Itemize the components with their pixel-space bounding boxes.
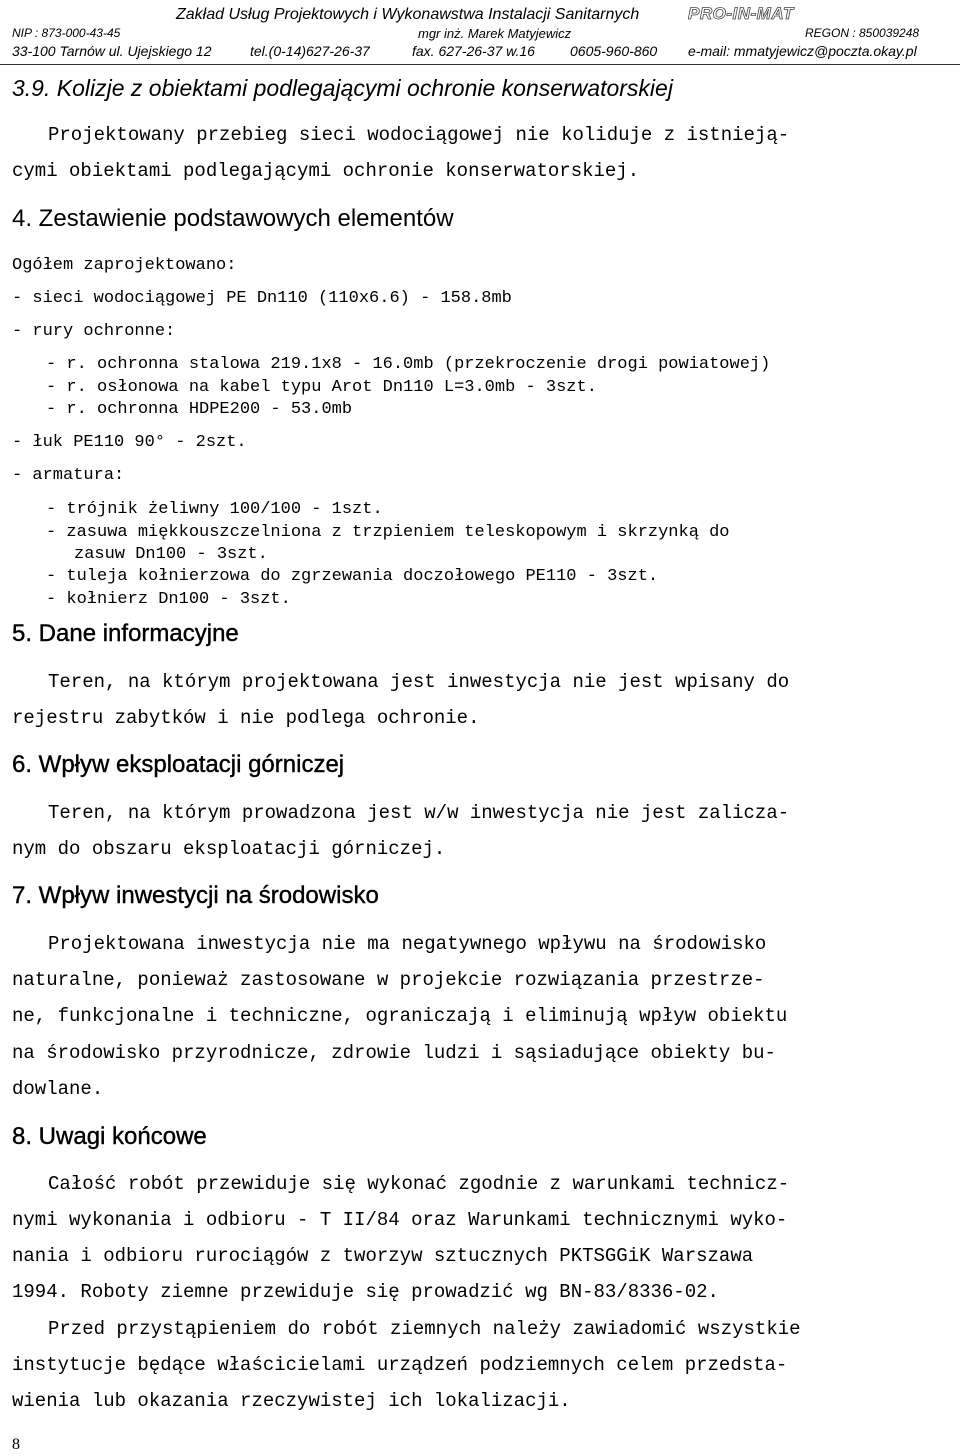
paragraph-line: Projektowana inwestycja nie ma negatywnego wpływu na środowisko — [48, 933, 767, 955]
brand-logo: PRO-IN-MAT — [688, 4, 794, 23]
list-subitem: - zasuwa miękkouszczelniona z trzpieniem teleskopowym i skrzynką do — [46, 523, 730, 542]
paragraph-line: Przed przystąpieniem do robót ziemnych należy zawiadomić wszystkie — [48, 1318, 801, 1340]
paragraph-line: nania i odbioru rurociągów z tworzyw sztucznych PKTSGGiK Warszawa — [12, 1245, 754, 1267]
paragraph-line: wienia lub okazania rzeczywistej ich lokalizacji. — [12, 1390, 571, 1412]
regon: REGON : 850039248 — [805, 26, 920, 40]
nip: NIP : 873-000-43-45 — [12, 26, 121, 40]
paragraph-line: nym do obszaru eksploatacji górniczej. — [12, 838, 446, 860]
letterhead — [0, 0, 960, 70]
paragraph-line: nymi wykonania i odbioru - T II/84 oraz Warunkami technicznymi wyko- — [12, 1209, 788, 1231]
section-heading-5: 5. Dane informacyjne — [12, 620, 239, 647]
company-name: Zakład Usług Projektowych i Wykonawstwa Instalacji Sanitarnych — [176, 6, 640, 23]
mobile: 0605-960-860 — [570, 43, 658, 59]
list-item: - łuk PE110 90° - 2szt. — [12, 433, 247, 452]
paragraph-line: rejestru zabytków i nie podlega ochronie. — [12, 707, 480, 729]
list-subitem: - r. osłonowa na kabel typu Arot Dn110 L=3.0mb - 3szt. — [46, 378, 597, 397]
paragraph-line: na środowisko przyrodnicze, zdrowie ludzi i sąsiadujące obiekty bu- — [12, 1042, 776, 1064]
paragraph-line: Całość robót przewiduje się wykonać zgodnie z warunkami technicz- — [48, 1173, 790, 1195]
paragraph-line: Teren, na którym projektowana jest inwestycja nie jest wpisany do — [48, 671, 790, 693]
paragraph-line: Teren, na którym prowadzona jest w/w inwestycja nie jest zalicza- — [48, 802, 790, 824]
list-subitem: - r. ochronna HDPE200 - 53.0mb — [46, 400, 353, 419]
section-heading-6: 6. Wpływ eksploatacji górniczej — [12, 751, 345, 778]
list-subitem-continued: zasuw Dn100 - 3szt. — [74, 545, 268, 564]
list-subitem: - kołnierz Dn100 - 3szt. — [46, 590, 291, 609]
list-item: - rury ochronne: — [12, 322, 176, 341]
list-item: - sieci wodociągowej PE Dn110 (110x6.6) - 158.8mb — [12, 289, 512, 308]
tel: tel.(0-14)627-26-37 — [250, 43, 370, 59]
paragraph-line: Projektowany przebieg sieci wodociągowej nie koliduje z istnieją- — [48, 124, 790, 146]
email: e-mail: mmatyjewicz@poczta.okay.pl — [688, 43, 917, 59]
list-item: - armatura: — [12, 466, 125, 485]
list-subitem: - r. ochronna stalowa 219.1x8 - 16.0mb (przekroczenie drogi powiatowej) — [46, 355, 771, 374]
list-subitem: - tuleja kołnierzowa do zgrzewania doczołowego PE110 - 3szt. — [46, 567, 659, 586]
paragraph-line: 1994. Roboty ziemne przewiduje się prowadzić wg BN-83/8336-02. — [12, 1281, 719, 1303]
list-intro: Ogółem zaprojektowano: — [12, 256, 237, 275]
page-number: 8 — [12, 1436, 20, 1453]
owner: mgr inż. Marek Matyjewicz — [418, 26, 572, 41]
header-divider — [0, 64, 960, 65]
section-heading-8: 8. Uwagi końcowe — [12, 1123, 207, 1150]
address: 33-100 Tarnów ul. Ujejskiego 12 — [12, 43, 212, 59]
paragraph-line: dowlane. — [12, 1078, 104, 1100]
section-heading-4: 4. Zestawienie podstawowych elementów — [12, 205, 454, 232]
paragraph-line: cymi obiektami podlegającymi ochronie konserwatorskiej. — [12, 160, 640, 182]
list-subitem: - trójnik żeliwny 100/100 - 1szt. — [46, 500, 383, 519]
section-heading-3-9: 3.9. Kolizje z obiektami podlegającymi ochronie konserwatorskiej — [12, 75, 673, 101]
fax: fax. 627-26-37 w.16 — [412, 43, 535, 59]
paragraph-line: ne, funkcjonalne i techniczne, ograniczają i eliminują wpływ obiektu — [12, 1005, 788, 1027]
paragraph-line: naturalne, ponieważ zastosowane w projekcie rozwiązania przestrze- — [12, 969, 765, 991]
paragraph-line: instytucje będące właścicielami urządzeń podziemnych celem przedsta- — [12, 1354, 788, 1376]
section-heading-7: 7. Wpływ inwestycji na środowisko — [12, 882, 379, 909]
